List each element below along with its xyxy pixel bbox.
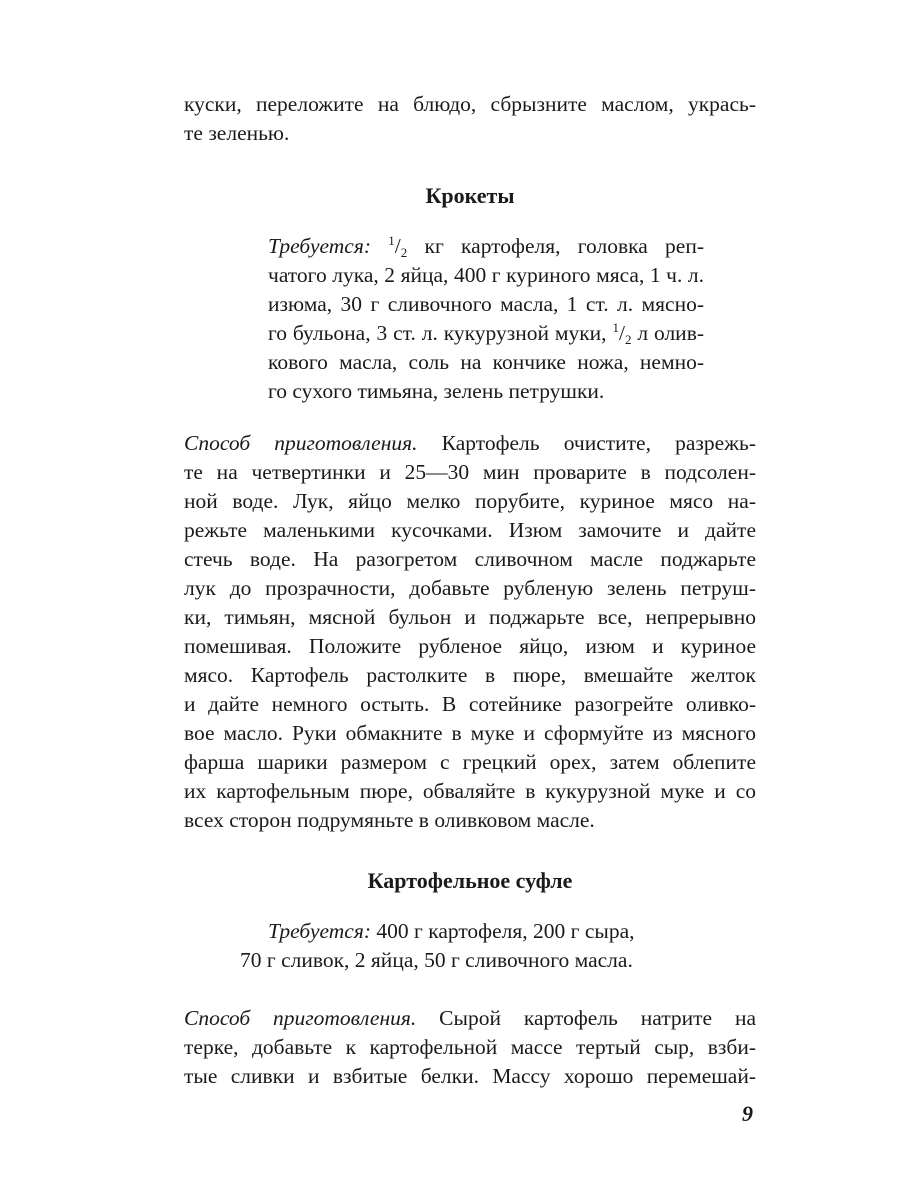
method-line: Способ приготовления. Сырой картофель натрите на <box>184 1006 757 1030</box>
method-line: ки, тимьян, мясной бульон и поджарьте все, непрерывно <box>184 605 756 629</box>
method-line: помешивая. Положите рубленое яйцо, изюм и куриное <box>184 634 756 658</box>
ingredients-line: го бульона, 3 ст. л. кукурузной муки, $^1$/2 л олив- <box>268 320 705 347</box>
page-number: 9 <box>742 1101 753 1126</box>
ingredients-line: чатого лука, 2 яйца, 400 г куриного мяса, 1 ч. л. <box>268 263 704 287</box>
ingredients-line: 70 г сливок, 2 яйца, 50 г сливочного масла. <box>240 948 633 972</box>
method-line: вое масло. Руки обмакните в муке и сформуйте из мясного <box>184 721 756 745</box>
method-label: Способ приготовления. <box>184 431 418 455</box>
method-line: режьте маленькими кусочками. Изюм замочите и дайте <box>184 518 756 542</box>
recipe-title: Крокеты <box>425 183 515 208</box>
ingredients-line: го сухого тимьяна, зелень петрушки. <box>268 379 605 403</box>
body-text-line: куски, переложите на блюдо, сбрызните маслом, укрась- <box>184 92 756 116</box>
fraction: $^1$/2 <box>388 233 408 260</box>
method-line: лук до прозрачности, добавьте рубленую зелень петруш- <box>184 576 756 600</box>
method-line: их картофельным пюре, обваляйте в кукурузной муке и со <box>184 779 756 803</box>
method-line: фарша шарики размером с грецкий орех, затем облепите <box>184 750 756 774</box>
method-line: те на четвертинки и 25—30 мин проварите в подсолен- <box>184 460 756 484</box>
method-line: тые сливки и взбитые белки. Массу хорошо перемешай- <box>184 1064 756 1088</box>
ingredients-line: изюма, 30 г сливочного масла, 1 ст. л. мясно- <box>268 292 704 316</box>
method-line: стечь воде. На разогретом сливочном масле поджарьте <box>184 547 756 571</box>
fraction: $^1$/2 <box>612 320 632 347</box>
method-line: терке, добавьте к картофельной массе тертый сыр, взби- <box>184 1035 756 1059</box>
required-label: Требуется: <box>268 919 371 943</box>
method-line: и дайте немного остыть. В сотейнике разогрейте оливко- <box>184 692 756 716</box>
method-label: Способ приготовления. <box>184 1006 417 1030</box>
method-line: всех сторон подрумяньте в оливковом масле. <box>184 808 595 832</box>
ingredients-line: Требуется: $^1$/2 кг картофеля, головка реп- <box>268 233 705 260</box>
method-line: мясо. Картофель растолките в пюре, вмешайте желток <box>184 663 756 687</box>
method-line: ной воде. Лук, яйцо мелко порубите, куриное мясо на- <box>184 489 756 513</box>
recipe-title: Картофельное суфле <box>367 868 573 893</box>
ingredients-line: кового масла, соль на кончике ножа, немно- <box>268 350 704 374</box>
body-text-line: те зеленью. <box>184 121 290 145</box>
ingredients-line: Требуется: 400 г картофеля, 200 г сыра, <box>268 919 635 943</box>
method-line: Способ приготовления. Картофель очистите, разрежь- <box>184 431 757 455</box>
required-label: Требуется: <box>268 234 371 258</box>
